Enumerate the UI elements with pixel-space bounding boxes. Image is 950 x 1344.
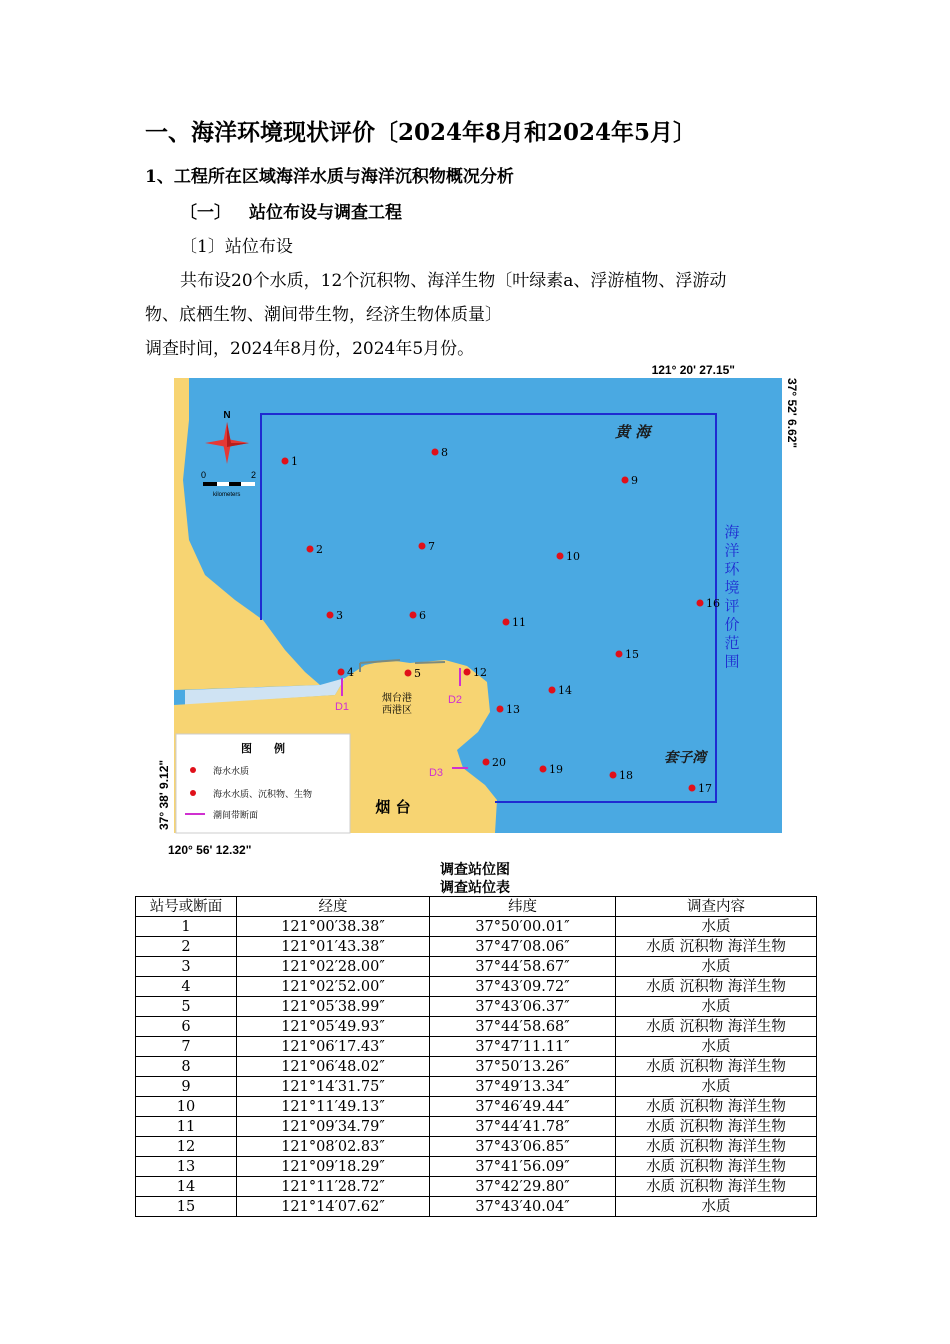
station-map (145, 360, 797, 860)
cell-station: 7 (136, 1037, 237, 1057)
cell-station: 8 (136, 1057, 237, 1077)
table-row (136, 1017, 817, 1037)
cell-longitude: 121°14′31.75″ (237, 1077, 430, 1097)
station-label: 1 (291, 455, 298, 468)
table-caption: 调查站位表 (440, 880, 510, 896)
station-label: 5 (414, 667, 421, 680)
cell-content: 水质 沉积物 海洋生物 (616, 937, 817, 957)
compass-north-label: N (223, 410, 231, 421)
cell-longitude: 121°05′49.93″ (237, 1017, 430, 1037)
cell-latitude: 37°43′09.72″ (430, 977, 616, 997)
table-row (136, 1037, 817, 1057)
table-row (136, 1137, 817, 1157)
cell-station: 5 (136, 997, 237, 1017)
station-label: 12 (473, 666, 487, 679)
header-latitude: 纬度 (430, 897, 616, 917)
cell-longitude: 121°06′48.02″ (237, 1057, 430, 1077)
cell-latitude: 37°47′08.06″ (430, 937, 616, 957)
cell-station: 14 (136, 1177, 237, 1197)
table-row (136, 977, 817, 997)
cell-station: 9 (136, 1077, 237, 1097)
city-name-label: 烟 台 (375, 798, 411, 816)
cell-content: 水质 (616, 1197, 817, 1217)
station-label: 4 (347, 666, 354, 679)
cell-station: 4 (136, 977, 237, 997)
cell-longitude: 121°05′38.99″ (237, 997, 430, 1017)
boundary-label-char: 海 (724, 523, 740, 541)
cell-latitude: 37°43′06.85″ (430, 1137, 616, 1157)
station-marker (689, 785, 696, 792)
station-label: 20 (492, 756, 506, 769)
boundary-label-char: 价 (724, 615, 740, 634)
cell-station: 1 (136, 917, 237, 937)
station-label: 13 (506, 703, 520, 716)
station-marker (338, 669, 345, 676)
section-label-d2: D2 (447, 694, 463, 706)
table-row (136, 957, 817, 977)
station-label: 16 (706, 597, 720, 610)
cell-latitude: 37°44′58.68″ (430, 1017, 616, 1037)
cell-content: 水质 沉积物 海洋生物 (616, 1177, 817, 1197)
legend-label-section: 潮间带断面 (213, 811, 259, 821)
scale-end-label: 2 (251, 470, 257, 480)
cell-content: 水质 沉积物 海洋生物 (616, 1137, 817, 1157)
station-label: 8 (441, 446, 448, 459)
station-label: 14 (558, 684, 572, 697)
station-label: 17 (698, 782, 712, 795)
cell-content: 水质 (616, 997, 817, 1017)
port-name-line-2: 西港区 (382, 705, 412, 716)
subsection-heading (180, 198, 402, 223)
body-paragraph-line-1: 共布设20个水质，12个沉积物、海洋生物〔叶绿素a、浮游植物、浮游动 (180, 271, 727, 291)
station-marker (327, 612, 334, 619)
cell-longitude: 121°01′43.38″ (237, 937, 430, 957)
station-label: 18 (619, 769, 633, 782)
cell-station: 13 (136, 1157, 237, 1177)
cell-content: 水质 (616, 957, 817, 977)
cell-content: 水质 (616, 917, 817, 937)
station-label: 3 (336, 609, 343, 622)
bay-name-label: 套子湾 (664, 750, 706, 766)
scale-start-label: 0 (201, 470, 207, 480)
station-marker (697, 600, 704, 607)
cell-longitude: 121°14′07.62″ (237, 1197, 430, 1217)
cell-content: 水质 沉积物 海洋生物 (616, 1057, 817, 1077)
table-row (136, 1097, 817, 1117)
coord-bottom-label: 120° 56' 12.32" (168, 843, 252, 857)
cell-station: 6 (136, 1017, 237, 1037)
table-row (136, 937, 817, 957)
legend-marker-full (190, 790, 196, 796)
boundary-label-char: 范 (724, 634, 740, 652)
cell-latitude: 37°49′13.34″ (430, 1077, 616, 1097)
map-legend (176, 734, 350, 833)
section-label-d3: D3 (428, 767, 444, 779)
page-title: 一、海洋环境现状评价〔2024年8月和2024年5月〕 (145, 119, 697, 146)
legend-label-water: 海水水质 (213, 767, 250, 777)
station-marker (497, 706, 504, 713)
cell-longitude: 121°09′18.29″ (237, 1157, 430, 1177)
header-content: 调查内容 (616, 897, 817, 917)
station-marker (483, 759, 490, 766)
scale-unit-label: kilometers (213, 492, 241, 498)
cell-content: 水质 沉积物 海洋生物 (616, 1157, 817, 1177)
subsection-label: 〔1〕站位布设 (180, 237, 293, 257)
cell-latitude: 37°44′41.78″ (430, 1117, 616, 1137)
subsection-title: 站位布设与调查工程 (249, 203, 402, 223)
station-marker (405, 670, 412, 677)
station-marker (432, 449, 439, 456)
cell-station: 2 (136, 937, 237, 957)
station-label: 9 (631, 474, 638, 487)
cell-station: 12 (136, 1137, 237, 1157)
station-marker (549, 687, 556, 694)
table-row (136, 1157, 817, 1177)
boundary-label-char: 围 (724, 652, 740, 671)
station-marker (282, 458, 289, 465)
cell-latitude: 37°44′58.67″ (430, 957, 616, 977)
cell-latitude: 37°50′13.26″ (430, 1057, 616, 1077)
table-row (136, 1197, 817, 1217)
cell-content: 水质 (616, 1037, 817, 1057)
station-label: 10 (566, 550, 580, 563)
cell-content: 水质 沉积物 海洋生物 (616, 1117, 817, 1137)
station-label: 2 (316, 543, 323, 556)
cell-content: 水质 沉积物 海洋生物 (616, 1017, 817, 1037)
cell-longitude: 121°11′28.72″ (237, 1177, 430, 1197)
table-row (136, 1057, 817, 1077)
subsection-number: 〔一〕 (180, 203, 231, 223)
cell-latitude: 37°43′40.04″ (430, 1197, 616, 1217)
cell-station: 15 (136, 1197, 237, 1217)
cell-latitude: 37°46′49.44″ (430, 1097, 616, 1117)
cell-latitude: 37°47′11.11″ (430, 1037, 616, 1057)
cell-latitude: 37°43′06.37″ (430, 997, 616, 1017)
cell-longitude: 121°02′28.00″ (237, 957, 430, 977)
station-marker (622, 477, 629, 484)
cell-latitude: 37°41′56.09″ (430, 1157, 616, 1177)
port-name-line-1: 烟台港 (382, 693, 412, 704)
table-row (136, 997, 817, 1017)
cell-station: 3 (136, 957, 237, 977)
coord-left-label: 37° 38' 9.12" (157, 759, 171, 830)
cell-latitude: 37°42′29.80″ (430, 1177, 616, 1197)
station-marker (557, 553, 564, 560)
station-marker (419, 543, 426, 550)
station-label: 19 (549, 763, 563, 776)
station-label: 6 (419, 609, 426, 622)
legend-marker-water (190, 767, 196, 773)
header-longitude: 经度 (237, 897, 430, 917)
boundary-label-char: 环 (724, 560, 740, 578)
station-marker (610, 772, 617, 779)
cell-content: 水质 沉积物 海洋生物 (616, 1097, 817, 1117)
station-marker (540, 766, 547, 773)
coord-right-label: 37° 52' 6.62" (785, 378, 799, 449)
cell-content: 水质 沉积物 海洋生物 (616, 977, 817, 997)
cell-content: 水质 (616, 1077, 817, 1097)
boundary-label-char: 境 (724, 578, 740, 597)
table-row (136, 1177, 817, 1197)
table-row (136, 1077, 817, 1097)
map-caption: 调查站位图 (440, 862, 510, 878)
body-paragraph-line-2: 物、底栖生物、潮间带生物，经济生物体质量〕 (145, 305, 502, 325)
legend-label-full: 海水水质、沉积物、生物 (213, 790, 313, 800)
station-marker (503, 619, 510, 626)
coord-top-label: 121° 20' 27.15" (651, 363, 735, 377)
station-label: 15 (625, 648, 639, 661)
table-row (136, 1117, 817, 1137)
station-marker (616, 651, 623, 658)
boundary-label (724, 523, 740, 671)
header-station: 站号或断面 (136, 897, 237, 917)
cell-latitude: 37°50′00.01″ (430, 917, 616, 937)
station-table (135, 896, 817, 1217)
cell-station: 10 (136, 1097, 237, 1117)
legend-title: 图 例 (241, 742, 285, 755)
cell-longitude: 121°11′49.13″ (237, 1097, 430, 1117)
table-header-row (136, 897, 817, 917)
cell-longitude: 121°09′34.79″ (237, 1117, 430, 1137)
station-marker (464, 669, 471, 676)
section-label-d1: D1 (334, 701, 350, 713)
section-heading: 1、工程所在区域海洋水质与海洋沉积物概况分析 (145, 167, 514, 187)
station-marker (410, 612, 417, 619)
boundary-label-char: 评 (724, 597, 740, 615)
table-row (136, 917, 817, 937)
cell-longitude: 121°08′02.83″ (237, 1137, 430, 1157)
cell-longitude: 121°06′17.43″ (237, 1037, 430, 1057)
cell-longitude: 121°00′38.38″ (237, 917, 430, 937)
boundary-label-char: 洋 (724, 541, 740, 560)
survey-time-text: 调查时间，2024年8月份，2024年5月份。 (145, 339, 475, 359)
cell-station: 11 (136, 1117, 237, 1137)
station-marker (307, 546, 314, 553)
station-label: 7 (428, 540, 435, 553)
station-label: 11 (512, 616, 526, 629)
cell-longitude: 121°02′52.00″ (237, 977, 430, 997)
sea-name-label: 黄 海 (615, 423, 651, 441)
